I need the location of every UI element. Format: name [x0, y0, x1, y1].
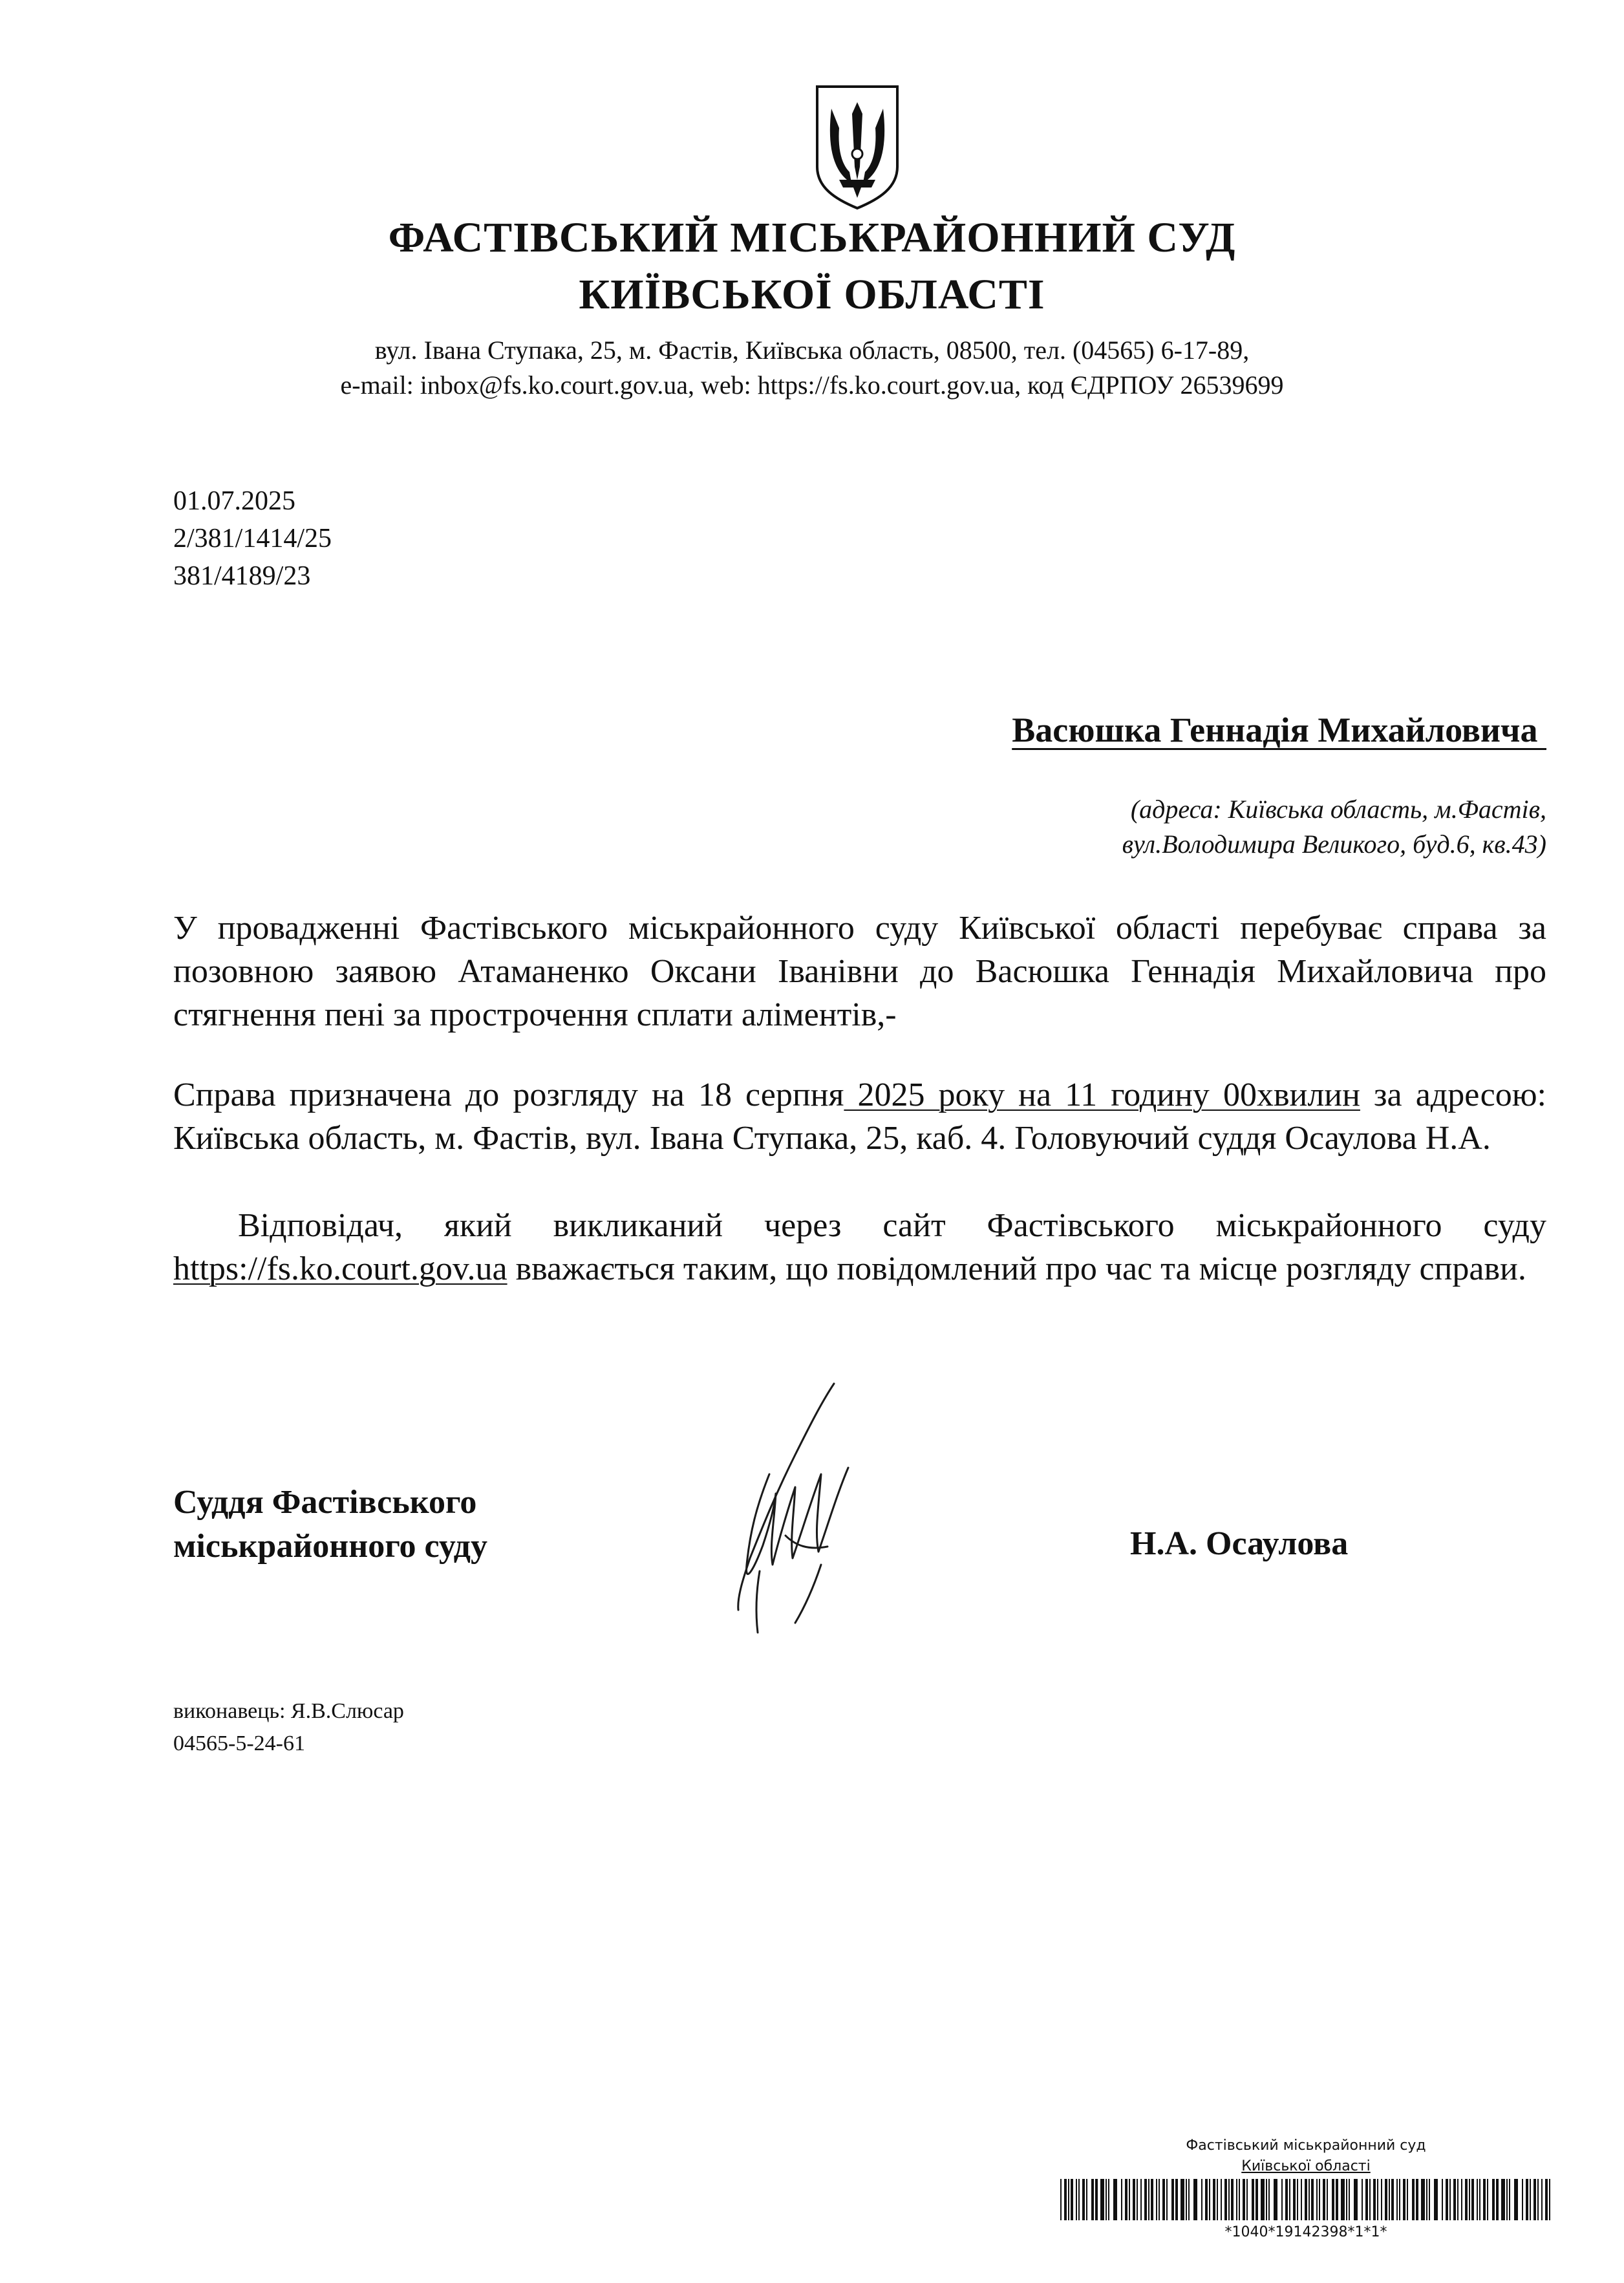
hearing-text-end: за адресою: Київська область, м. Фастів, вул. Івана Ступака, 25, каб. 4. Головуючий суддя Осаулова Н.А.	[173, 1077, 1546, 1157]
barcode-bar	[1346, 2179, 1347, 2220]
judge-name: Н.А. Осаулова	[1130, 1525, 1349, 1562]
barcode-bar	[1217, 2179, 1218, 2220]
barcode-bar	[1323, 2179, 1325, 2220]
barcode-bar	[1060, 2179, 1062, 2220]
barcode-bar	[1239, 2179, 1240, 2220]
barcode-bar	[1148, 2179, 1149, 2220]
barcode-bar	[1274, 2179, 1277, 2220]
paragraph-case-pending: У провадженні Фастівського міськрайонного суду Київської області перебуває справа за позовною заявою Атаманенко Оксани Іванівни до Васюшка Геннадія Михайловича про стягнення пені за прострочення сплати аліментів,-	[173, 910, 1546, 1033]
barcode-bar	[1501, 2179, 1505, 2220]
barcode-bar	[1522, 2179, 1523, 2220]
hearing-text-start: Справа призначена до розгляду на 18 серпня	[173, 1077, 844, 1113]
barcode-bar	[1144, 2179, 1147, 2220]
barcode-bar	[1389, 2179, 1390, 2220]
barcode-bar	[1113, 2179, 1117, 2220]
barcode-bar	[1446, 2179, 1448, 2220]
barcode-bar	[1327, 2179, 1328, 2220]
barcode-bar	[1091, 2179, 1094, 2220]
barcode-bar	[1236, 2179, 1237, 2220]
barcode-bar	[1243, 2179, 1245, 2220]
barcode-bar	[1140, 2179, 1142, 2220]
barcode-bar	[1108, 2179, 1109, 2220]
barcode-bar	[1193, 2179, 1197, 2220]
barcode-bar	[1426, 2179, 1427, 2220]
barcode-bar	[1209, 2179, 1210, 2220]
barcode-number: *1040*19142398*1*1*	[1224, 2224, 1387, 2240]
handwritten-signature	[698, 1377, 892, 1649]
court-name-line2: КИЇВСЬКОЇ ОБЛАСТІ	[579, 271, 1045, 318]
barcode-bar	[1071, 2179, 1073, 2220]
barcode-bar	[1309, 2179, 1310, 2220]
barcode-bar	[1396, 2179, 1398, 2220]
hearing-datetime: 2025 року на 11 годину 00хвилин	[844, 1077, 1360, 1113]
barcode-bar	[1385, 2179, 1387, 2220]
judge-title-line1: Суддя Фастівського	[173, 1484, 477, 1521]
case-number: 381/4189/23	[173, 561, 311, 591]
barcode-bar	[1255, 2179, 1258, 2220]
barcode-bar	[1285, 2179, 1288, 2220]
barcode-bar	[1506, 2179, 1508, 2220]
barcode-bar	[1068, 2179, 1069, 2220]
barcode-bar	[1297, 2179, 1298, 2220]
barcode-bar	[1487, 2179, 1488, 2220]
stamp-region: Київської області	[1241, 2158, 1371, 2174]
court-address: вул. Івана Ступака, 25, м. Фастів, Київська область, 08500, тел. (04565) 6-17-89,	[374, 336, 1250, 365]
barcode-bar	[1316, 2179, 1318, 2220]
barcode-bar	[1121, 2179, 1122, 2220]
barcode-bar	[1349, 2179, 1350, 2220]
barcode-bar	[1509, 2179, 1510, 2220]
barcode-bar	[1477, 2179, 1478, 2220]
barcode-bar	[1301, 2179, 1302, 2220]
addressee-address-line1: (адреса: Київська область, м.Фастів,	[1130, 795, 1546, 824]
barcode-bar	[1483, 2179, 1486, 2220]
barcode-bar	[1354, 2179, 1358, 2220]
barcode-bar	[1407, 2179, 1408, 2220]
barcode-bar	[1125, 2179, 1127, 2220]
barcode-bar	[1530, 2179, 1531, 2220]
barcode-bar	[1381, 2179, 1382, 2220]
barcode-bar	[1541, 2179, 1543, 2220]
barcode-bar	[1391, 2179, 1394, 2220]
barcode-bar	[1305, 2179, 1307, 2220]
barcode-bar	[1246, 2179, 1248, 2220]
barcode-bar	[1289, 2179, 1290, 2220]
barcode-bar	[1479, 2179, 1480, 2220]
barcode-bar	[1268, 2179, 1270, 2220]
barcode-bar	[1205, 2179, 1208, 2220]
barcode-bar	[1213, 2179, 1215, 2220]
notice-text-start: Відповідач, який викликаний через сайт Фастівського міськрайонного суду	[238, 1207, 1546, 1244]
barcode-bar	[1549, 2179, 1550, 2220]
barcode-bar	[1156, 2179, 1157, 2220]
barcode-bar	[1421, 2179, 1425, 2220]
barcode-bar	[1188, 2179, 1190, 2220]
barcode-bar	[1416, 2179, 1418, 2220]
barcode-bar	[1449, 2179, 1451, 2220]
barcode-bar	[1159, 2179, 1160, 2220]
court-contacts: e-mail: inbox@fs.ko.court.gov.ua, web: https://fs.ko.court.gov.ua, код ЄДРПОУ 26539699	[340, 370, 1284, 400]
barcode-bar	[1403, 2179, 1405, 2220]
barcode-bar	[1228, 2179, 1230, 2220]
barcode-bar	[1471, 2179, 1474, 2220]
barcode-bar	[1492, 2179, 1495, 2220]
barcode-bar	[1496, 2179, 1499, 2220]
barcode-bar	[1100, 2179, 1104, 2220]
barcode-bar	[1336, 2179, 1338, 2220]
barcode-bar	[1514, 2179, 1518, 2220]
barcode-bar	[1162, 2179, 1165, 2220]
barcode-bar	[1311, 2179, 1314, 2220]
barcode-bar	[1175, 2179, 1178, 2220]
judge-title-line2: міськрайонного суду	[173, 1528, 487, 1565]
outgoing-number: 2/381/1414/25	[173, 524, 332, 553]
barcode-bar	[1221, 2179, 1222, 2220]
paragraph-hearing-scheduled	[173, 1073, 1546, 1160]
court-website-link[interactable]: https://fs.ko.court.gov.ua	[173, 1250, 508, 1287]
barcode-bar	[1373, 2179, 1376, 2220]
barcode-bar	[1266, 2179, 1267, 2220]
barcode-bar	[1341, 2179, 1345, 2220]
barcode-bar	[1362, 2179, 1363, 2220]
letter-date: 01.07.2025	[173, 486, 295, 516]
court-name-line1: ФАСТІВСЬКИЙ МІСЬКРАЙОННИЙ СУД	[388, 214, 1236, 261]
barcode-bar	[1293, 2179, 1296, 2220]
barcode-bar	[1399, 2179, 1400, 2220]
barcode-bar	[1171, 2179, 1174, 2220]
barcode-bar	[1377, 2179, 1378, 2220]
coat-of-arms-icon	[812, 83, 903, 212]
barcode-bar	[1434, 2179, 1438, 2220]
barcode-bar	[1465, 2179, 1468, 2220]
barcode-bar	[1526, 2179, 1528, 2220]
barcode-bar	[1137, 2179, 1138, 2220]
barcode-bar	[1369, 2179, 1371, 2220]
paragraph-defendant-notice	[173, 1204, 1546, 1291]
barcode-bar	[1186, 2179, 1187, 2220]
barcode-bar	[1429, 2179, 1430, 2220]
barcode-bar	[1201, 2179, 1202, 2220]
barcode-bar	[1133, 2179, 1135, 2220]
barcode-bar	[1129, 2179, 1130, 2220]
barcode-bar	[1082, 2179, 1085, 2220]
notice-text-end: вважається таким, що повідомлений про час та місце розгляду справи.	[507, 1250, 1526, 1287]
barcode-bar	[1151, 2179, 1153, 2220]
barcode-icon	[1060, 2179, 1552, 2220]
barcode-bar	[1252, 2179, 1254, 2220]
barcode-bar	[1231, 2179, 1234, 2220]
barcode-bar	[1166, 2179, 1168, 2220]
stamp-court-name: Фастівський міськрайонний суд	[1186, 2138, 1426, 2154]
barcode-bar	[1461, 2179, 1462, 2220]
addressee-name: Васюшка Геннадія Михайловича	[1012, 711, 1546, 749]
barcode-bar	[1086, 2179, 1087, 2220]
addressee-address-line2: вул.Володимира Великого, буд.6, кв.43)	[1122, 830, 1546, 859]
barcode-bar	[1181, 2179, 1184, 2220]
barcode-bar	[1537, 2179, 1539, 2220]
barcode-bar	[1281, 2179, 1283, 2220]
barcode-bar	[1412, 2179, 1415, 2220]
barcode-bar	[1064, 2179, 1067, 2220]
barcode-bar	[1533, 2179, 1536, 2220]
barcode-bar	[1095, 2179, 1098, 2220]
barcode-bar	[1332, 2179, 1334, 2220]
barcode-bar	[1365, 2179, 1368, 2220]
barcode-bar	[1261, 2179, 1265, 2220]
barcode-bar	[1453, 2179, 1456, 2220]
barcode-bar	[1319, 2179, 1320, 2220]
barcode-bar	[1106, 2179, 1107, 2220]
barcode-bar	[1078, 2179, 1080, 2220]
barcode-bar	[1224, 2179, 1227, 2220]
executor-name: виконавець: Я.В.Слюсар	[173, 1699, 404, 1723]
barcode-bar	[1545, 2179, 1548, 2220]
barcode-bar	[1457, 2179, 1458, 2220]
executor-phone: 04565-5-24-61	[173, 1731, 305, 1755]
barcode-bar	[1442, 2179, 1443, 2220]
barcode-bar	[1076, 2179, 1077, 2220]
barcode-bar	[1469, 2179, 1470, 2220]
